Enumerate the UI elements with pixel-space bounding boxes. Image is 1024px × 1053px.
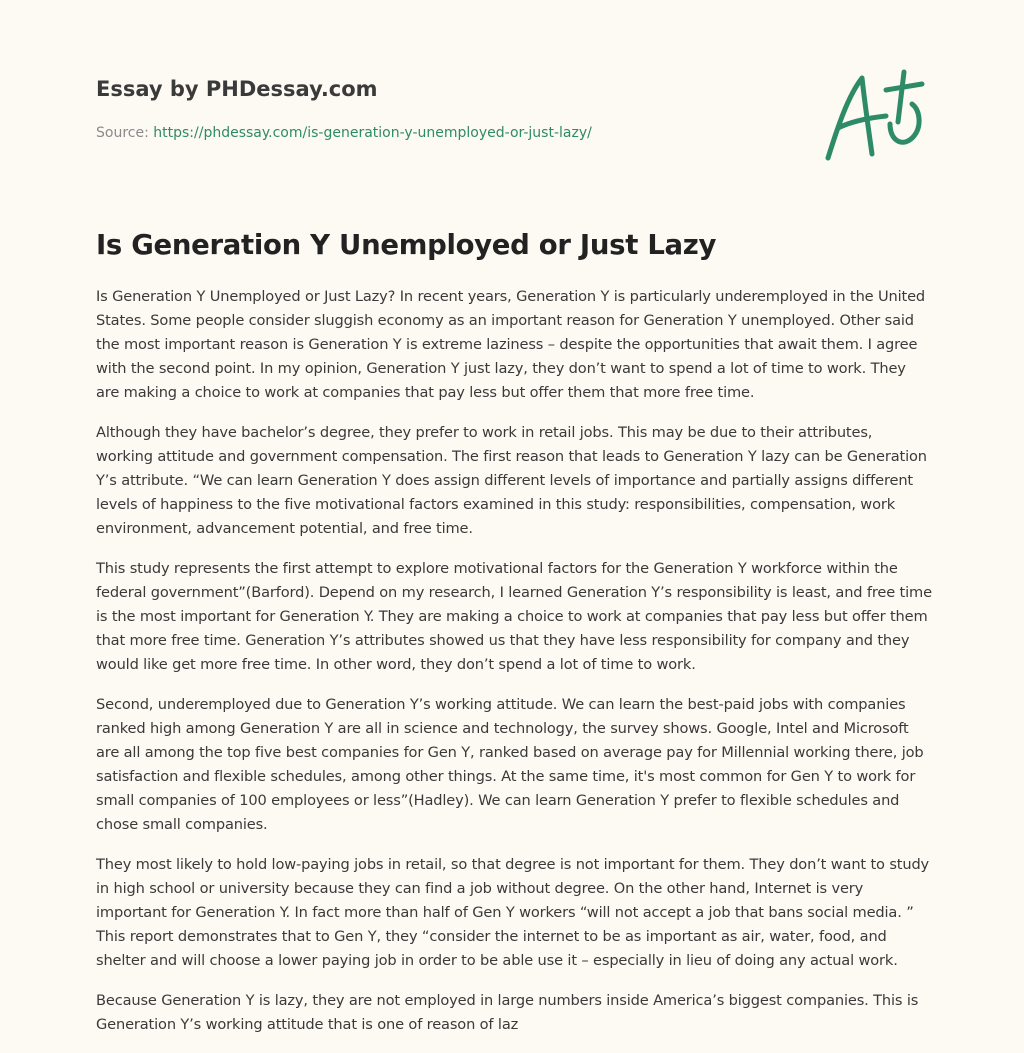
essay-paragraph: Second, underemployed due to Generation Y’s working attitude. We can learn the best-paid jobs with companies ranked high among Generation Y are all in science and technology, the survey shows. Google, Intel and Microsoft are all among the top five best companies for Gen Y, ranked based on average pay for Millennial working there, job satisfaction and flexible schedules, among other things. At the same time, it's most common for Gen Y to work for small companies of 100 employees or less”(Hadley). We can learn Generation Y prefer to flexible schedules and chose small companies. xyxy=(96,696,924,833)
essay-paragraph: Is Generation Y Unemployed or Just Lazy? In recent years, Generation Y is particularly underemployed in the United States. Some people consider sluggish economy as an important reason for Generation Y unemployed. Other said the most important reason is Generation Y is extreme laziness – despite the opportunities that await them. I agree with the second point. In my opinion, Generation Y just lazy, they don’t want to spend a lot of time to work. They are making a choice to work at companies that pay less but offer them that more free time. xyxy=(96,288,926,401)
source-label: Source: xyxy=(96,125,154,141)
source-line xyxy=(96,123,796,143)
essay-paragraph: They most likely to hold low-paying jobs in retail, so that degree is not important for them. They don’t want to study in high school or university because they can find a job without degree. On the other hand, Internet is very important for Generation Y. In fact more than half of Gen Y workers “will not accept a job that bans social media. ” This report demonstrates that to Gen Y, they “consider the internet to be as important as air, water, food, and shelter and will choose a lower paying job in order to be able use it – especially in lieu of doing any actual work. xyxy=(96,856,930,969)
a-plus-logo-icon xyxy=(820,66,930,166)
essay-paragraph: Because Generation Y is lazy, they are not employed in large numbers inside America’s biggest companies. This is Generation Y’s working attitude that is one of reason of laz xyxy=(96,992,919,1033)
essay-title: Is Generation Y Unemployed or Just Lazy xyxy=(96,229,717,261)
essay-header xyxy=(96,74,796,143)
essay-paragraph: This study represents the first attempt to explore motivational factors for the Generation Y workforce within the federal government”(Barford). Depend on my research, I learned Generation Y’s responsibility is least, and free time is the most important for Generation Y. They are making a choice to work at companies that pay less but offer them that more free time. Generation Y’s attributes showed us that they have less responsibility for company and they would like get more free time. In other word, they don’t spend a lot of time to work. xyxy=(96,560,932,673)
essay-body xyxy=(96,285,932,1053)
essay-paragraph: Although they have bachelor’s degree, they prefer to work in retail jobs. This may be due to their attributes, working attitude and government compensation. The first reason that leads to Generation Y lazy can be Generation Y’s attribute. “We can learn Generation Y does assign different levels of importance and partially assigns different levels of happiness to the five motivational factors examined in this study: responsibilities, compensation, work environment, advancement potential, and free time. xyxy=(96,424,927,537)
brand-title: Essay by PHDessay.com xyxy=(96,77,378,101)
source-link[interactable]: https://phdessay.com/is-generation-y-unemployed-or-just-lazy/ xyxy=(153,125,592,141)
